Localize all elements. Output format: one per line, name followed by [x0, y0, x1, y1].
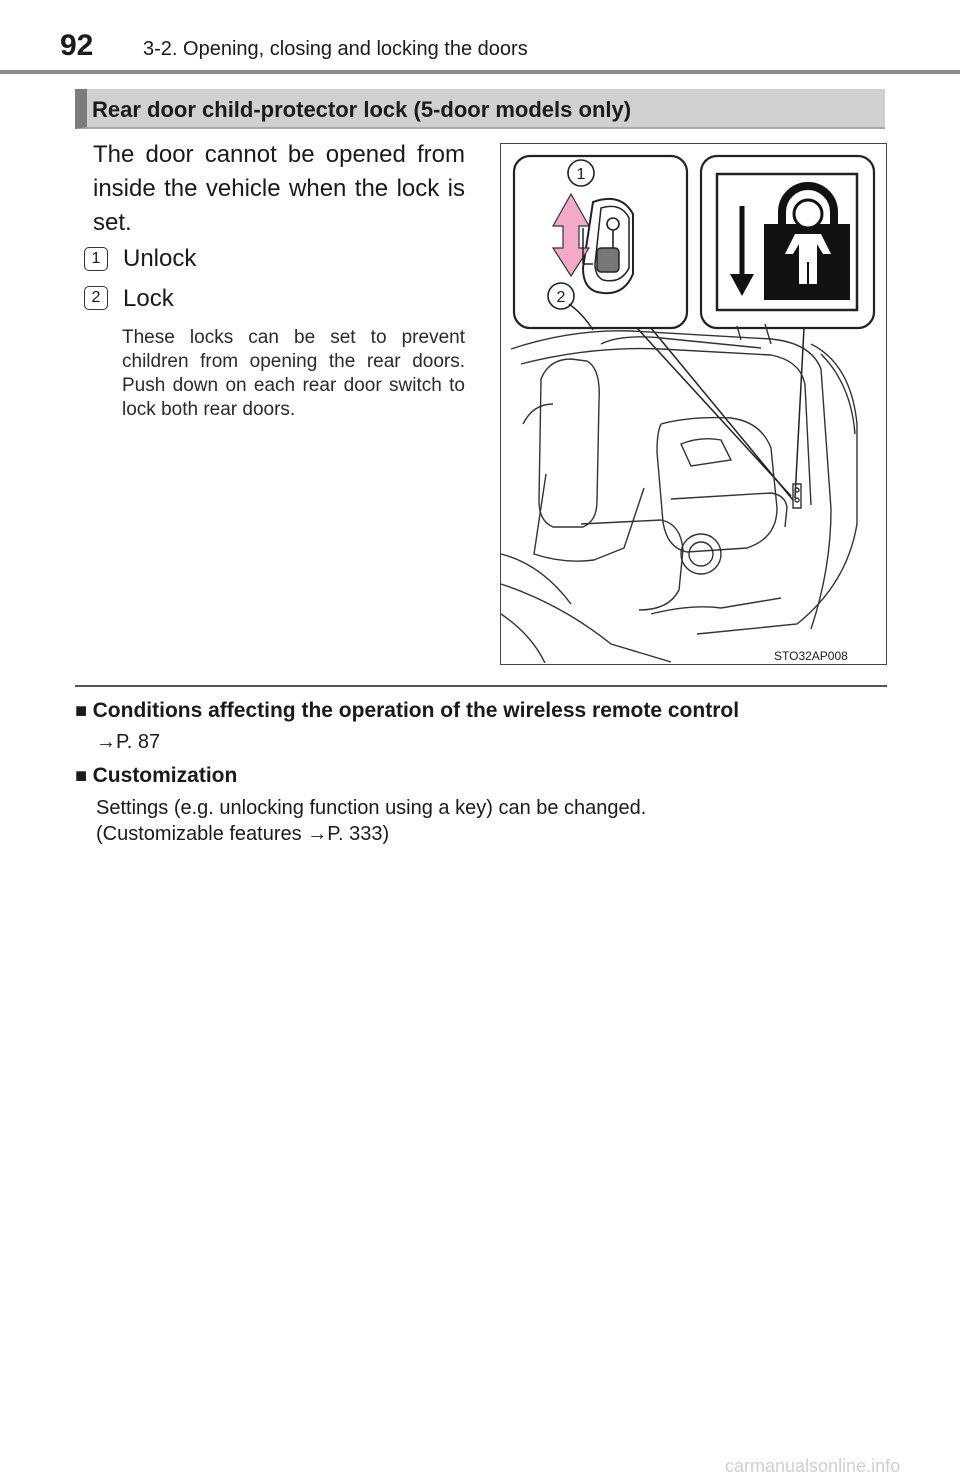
watermark: carmanualsonline.info: [725, 1456, 901, 1476]
leader-line-right: [795, 328, 804, 498]
intro-paragraph: The door cannot be opened from inside the vehicle when the lock is set.: [93, 141, 465, 236]
page-number: 92: [60, 29, 94, 62]
illustration-svg: [501, 144, 885, 663]
figure-id: STO32AP008: [774, 649, 848, 663]
leader-line-left: [637, 328, 791, 496]
section-title: Rear door child-protector lock (5-door models only): [92, 97, 632, 122]
conditions-page-ref[interactable]: →P. 87: [96, 731, 161, 753]
switch-detail-panel: [514, 156, 687, 330]
child-lock-symbol-panel: [701, 156, 874, 328]
customization-heading: ■ Customization: [75, 764, 238, 787]
lock-note: These locks can be set to prevent children from opening the rear doors. Push down on each rear door switch to lock both rear doors.: [122, 327, 465, 420]
child-lock-illustration: [500, 143, 887, 665]
item-label-lock: Lock: [123, 285, 174, 312]
conditions-heading: ■ Conditions affecting the operation of the wireless remote control: [75, 699, 740, 722]
header-rule: [0, 70, 960, 74]
running-header: 3-2. Opening, closing and locking the doors: [143, 38, 528, 60]
customization-page-ref[interactable]: (Customizable features →P. 333): [96, 823, 390, 845]
item-number-2: 2: [84, 286, 108, 310]
callout-1: 1: [576, 166, 586, 183]
section-divider: [75, 685, 887, 687]
customization-text: Settings (e.g. unlocking function using a key) can be changed.: [96, 797, 647, 819]
square-bullet-icon: ■: [75, 700, 93, 722]
square-bullet-icon: ■: [75, 765, 93, 787]
callout-2: 2: [556, 289, 566, 306]
item-number-1: 1: [84, 247, 108, 271]
item-label-unlock: Unlock: [123, 245, 197, 272]
